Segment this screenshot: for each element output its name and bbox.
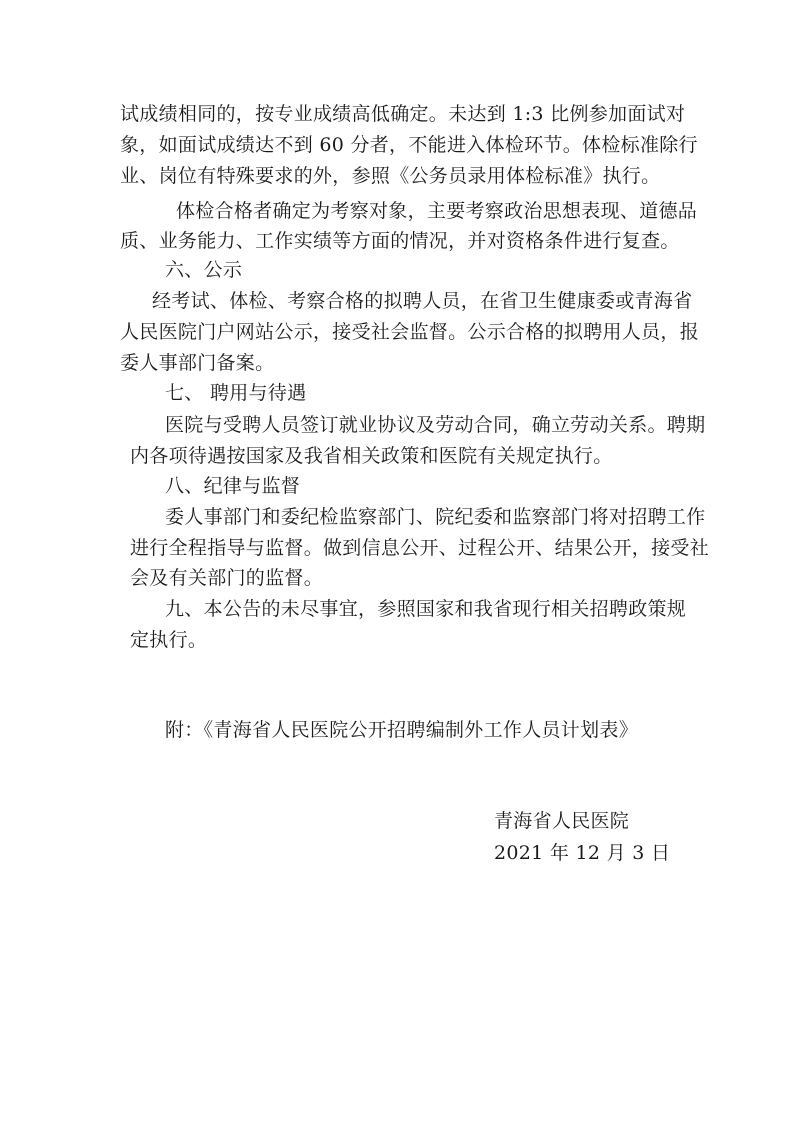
body-line: 会及有关部门的监督。: [130, 567, 324, 589]
attachment-note: 附：《青海省人民医院公开招聘编制外工作人员计划表》: [165, 719, 639, 741]
signature-org: 青海省人民医院: [494, 810, 630, 832]
body-line: 九、本公告的未尽事宜，参照国家和我省现行相关招聘政策规: [165, 598, 687, 620]
body-line: 业、岗位有特殊要求的外，参照《公务员录用体检标准》执行。: [120, 165, 661, 187]
body-line: 进行全程指导与监督。做到信息公开、过程公开、结果公开，接受社: [130, 537, 710, 559]
body-line: 经考试、体检、考察合格的拟聘人员，在省卫生健康委或青海省: [152, 290, 693, 312]
body-line: 内各项待遇按国家及我省相关政策和医院有关规定执行。: [130, 445, 613, 467]
body-line: 医院与受聘人员签订就业协议及劳动合同，确立劳动关系。聘期: [165, 414, 706, 436]
section-heading: 七、 聘用与待遇: [165, 382, 307, 404]
body-line: 质、业务能力、工作实绩等方面的情况，并对资格条件进行复查。: [120, 230, 680, 252]
section-heading: 八、纪律与监督: [165, 475, 301, 497]
body-line: 人民医院门户网站公示，接受社会监督。公示合格的拟聘用人员，报: [120, 321, 700, 343]
body-line: 委人事部门备案。: [120, 352, 275, 374]
body-line: 委人事部门和委纪检监察部门、院纪委和监察部门将对招聘工作: [165, 506, 706, 528]
body-line: 试成绩相同的，按专业成绩高低确定。未达到 1:3 比例参加面试对: [120, 103, 686, 125]
signature-date: 2021 年 12 月 3 日: [494, 842, 671, 864]
section-heading: 六、公示: [165, 259, 243, 281]
body-line: 体检合格者确定为考察对象，主要考察政治思想表现、道德品: [176, 200, 698, 222]
body-line: 象，如面试成绩达不到 60 分者，不能进入体检环节。体检标准除行: [120, 134, 698, 156]
body-line: 定执行。: [130, 629, 208, 651]
